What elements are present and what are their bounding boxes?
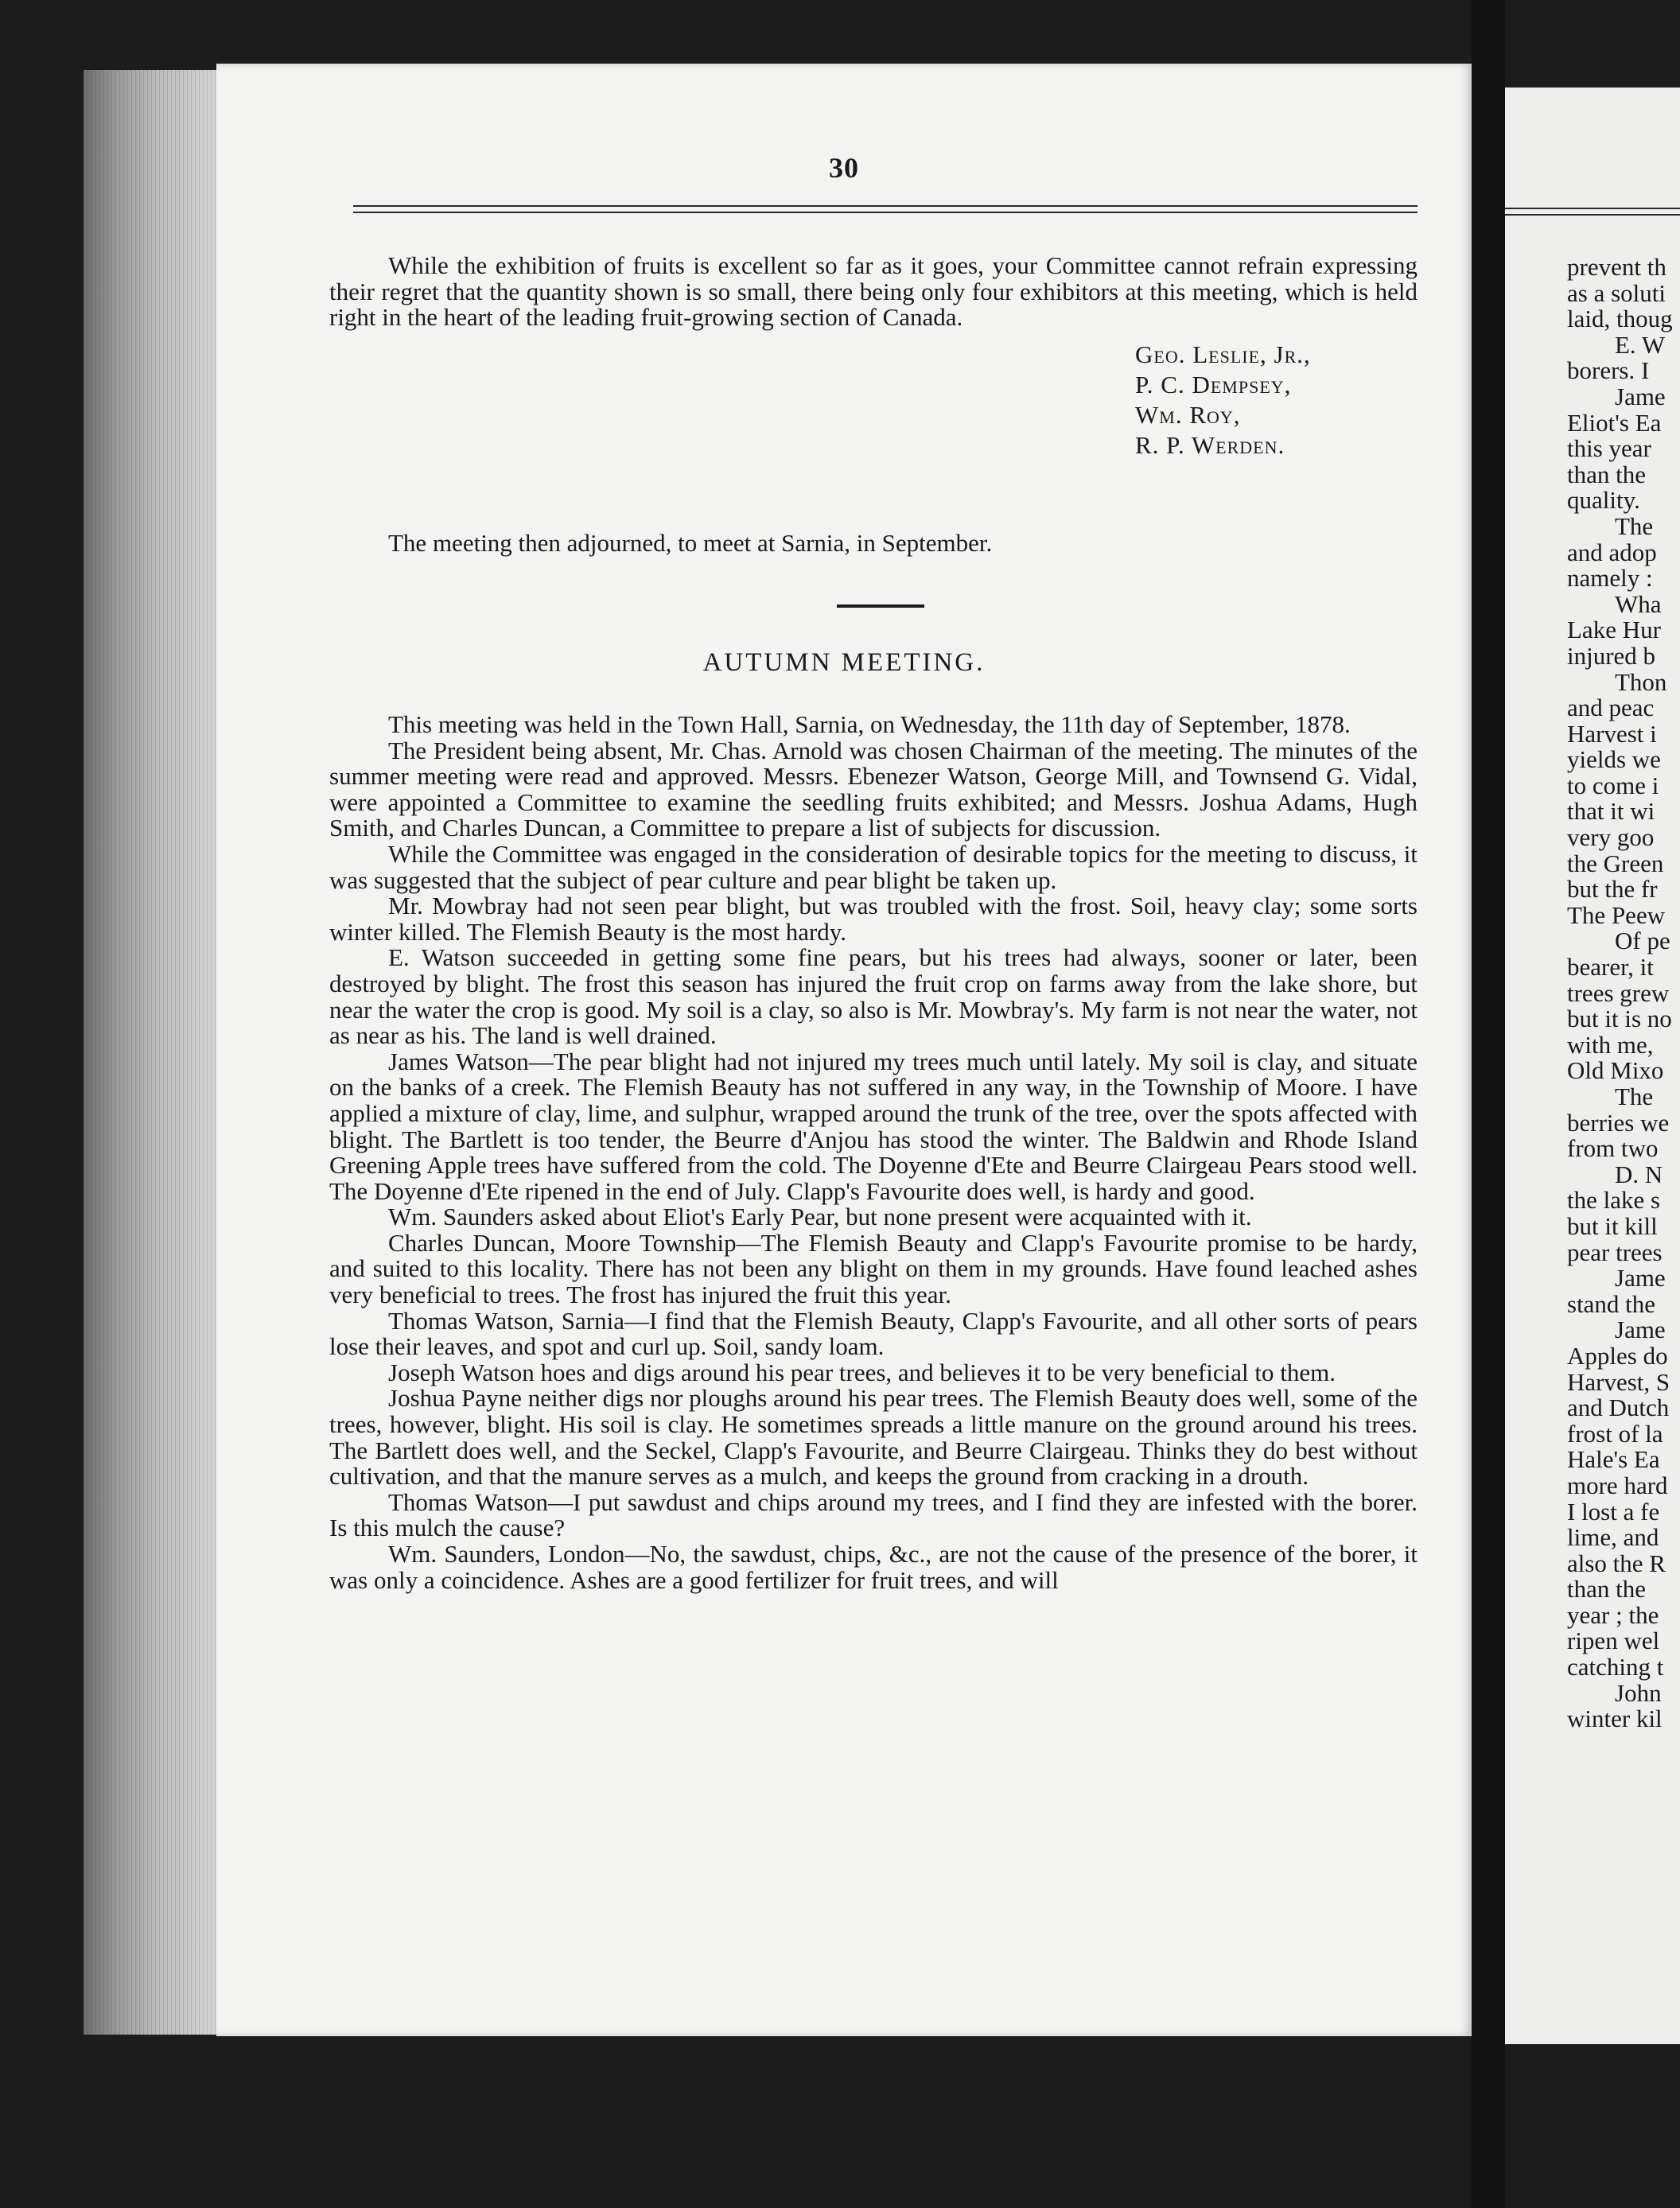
paragraph: Wm. Saunders asked about Eliot's Early Pear, but none present were acquainted with it. [388, 1203, 1252, 1231]
section-heading: AUTUMN MEETING. [702, 648, 986, 677]
facing-line: but it kill [1567, 1211, 1658, 1240]
signature-line: Geo. Leslie, Jr., [1135, 340, 1311, 368]
facing-line: prevent th [1567, 253, 1666, 281]
facing-line: and Dutch [1567, 1394, 1670, 1422]
autumn-meeting-text [329, 712, 1418, 1593]
facing-line: injured b [1567, 641, 1656, 670]
facing-line: this year [1567, 434, 1651, 463]
facing-page [1505, 87, 1680, 2044]
facing-line: Thon [1615, 667, 1667, 696]
facing-line: trees grew [1567, 978, 1670, 1007]
facing-line: Jame [1615, 1264, 1666, 1293]
facing-line: quality. [1567, 486, 1640, 515]
facing-line: bearer, it [1567, 953, 1654, 982]
paragraph: This meeting was held in the Town Hall, Sarnia, on Wednesday, the 11th day of September, 1878. [388, 710, 1351, 738]
adjournment-line: The meeting then adjourned, to meet at Sarnia, in September. [388, 529, 993, 557]
facing-line: to come i [1567, 771, 1659, 799]
facing-line: Jame [1615, 1316, 1666, 1344]
paragraph: Mr. Mowbray had not seen pear blight, but was troubled with the frost. Soil, heavy clay; some sorts winter killed. The Flemish Beauty is the most hardy. [329, 892, 1418, 946]
facing-line: pear trees [1567, 1238, 1662, 1266]
facing-line: that it wi [1567, 797, 1655, 826]
facing-line: frost of la [1567, 1419, 1663, 1448]
facing-line: John [1615, 1678, 1662, 1707]
facing-line: I lost a fe [1567, 1497, 1660, 1526]
paragraph: Thomas Watson, Sarnia—I find that the Flemish Beauty, Clapp's Favourite, and all other sorts of pears lose their leaves, and spot and curl up. Soil, sandy loam. [329, 1306, 1418, 1361]
facing-line: more hard [1567, 1471, 1668, 1499]
section-divider [837, 604, 924, 608]
facing-line: The Peew [1567, 900, 1666, 929]
facing-line: lime, and [1567, 1523, 1659, 1552]
facing-line: The [1615, 1083, 1654, 1110]
facing-line: Old Mixo [1567, 1056, 1664, 1085]
facing-line: but it is no [1567, 1005, 1672, 1033]
facing-header-rule [1505, 208, 1680, 216]
signature-line: P. C. Dempsey, [1135, 371, 1292, 398]
facing-line: laid, thoug [1567, 305, 1673, 333]
signature-block [1135, 340, 1311, 461]
header-rule [353, 205, 1418, 213]
facing-line: stand the [1567, 1289, 1656, 1318]
paragraph: While the exhibition of fruits is excellent so far as it goes, your Committee cannot refrain expressing their regret that the quantity shown is so small, there being only four exhibitors at this meeting, which is held right in the heart of the leading fruit-growing section of Canada. [329, 251, 1418, 332]
facing-line: as a soluti [1567, 278, 1666, 307]
facing-line: from two [1567, 1134, 1659, 1163]
facing-line: Hale's Ea [1567, 1445, 1660, 1474]
facing-line: also the R [1567, 1549, 1666, 1577]
facing-line: Harvest, S [1567, 1367, 1670, 1396]
facing-line: Harvest i [1567, 719, 1657, 748]
facing-line: winter kil [1567, 1705, 1662, 1733]
facing-line: Eliot's Ea [1567, 408, 1662, 437]
facing-line: E. W [1615, 330, 1666, 359]
committee-report-text [329, 253, 1418, 331]
paragraph: James Watson—The pear blight had not injured my trees much until lately. My soil is clay, and situate on the banks of a creek. The Flemish Beauty has not suffered in any way, in the Township of Moore. I have applied a mixture of clay, lime, and sulphur, wrapped around the trunk of the tree, over the spots affected with blight. The Bartlett is too tender, the Beurre d'Anjou has stood the winter. The Baldwin and Rhode Island Greening Apple trees have suffered from the cold. The Doyenne d'Ete and Beurre Clairgeau Pears stood well. The Doyenne d'Ete ripened in the end of July. Clapp's Favourite does well, is hardy and good. [329, 1047, 1418, 1205]
paragraph: Thomas Watson—I put sawdust and chips around my trees, and I find they are infested with the borer. Is this mulch the cause? [329, 1487, 1418, 1542]
paragraph: Joshua Payne neither digs nor ploughs around his pear trees. The Flemish Beauty does well, some of the trees, however, blight. His soil is clay. He sometimes spreads a little manure on the ground around his trees. The Bartlett does well, and the Seckel, Clapp's Favourite, and Beurre Clairgeau. Thinks they do best without cultivation, and that the manure serves as a mulch, and keeps the ground from cracking in a drouth. [329, 1384, 1418, 1491]
facing-line: borers. I [1567, 356, 1650, 385]
facing-line: D. N [1615, 1160, 1663, 1188]
facing-line: than the [1567, 460, 1646, 488]
paragraph: While the Committee was engaged in the consideration of desirable topics for the meeting to discuss, it was suggested that the subject of pear culture and pear blight be taken up. [329, 839, 1418, 894]
facing-line: year ; the [1567, 1600, 1659, 1629]
facing-line: catching t [1567, 1653, 1664, 1681]
facing-line: namely : [1567, 564, 1653, 593]
facing-line: Lake Hur [1567, 616, 1661, 644]
facing-line: and adop [1567, 538, 1657, 566]
page-number: 30 [829, 152, 859, 184]
facing-line: Apples do [1567, 1341, 1668, 1370]
facing-line: the lake s [1567, 1186, 1661, 1215]
facing-line: Wha [1615, 589, 1662, 618]
facing-line: The [1615, 511, 1654, 540]
book-gutter [1472, 0, 1505, 2208]
page-block-edge-lines [84, 70, 219, 2035]
paragraph: Charles Duncan, Moore Township—The Flemish Beauty and Clapp's Favourite promise to be hardy, and suited to this locality. There has not been any blight on them in my grounds. Have found leached ashes very beneficial to trees. The frost has injured the fruit this year. [329, 1228, 1418, 1309]
facing-line: with me, [1567, 1030, 1654, 1059]
facing-line: yields we [1567, 745, 1661, 774]
facing-line: ripen wel [1567, 1627, 1660, 1655]
facing-line: the Green [1567, 849, 1664, 877]
left-page [216, 64, 1472, 2036]
paragraph: E. Watson succeeded in getting some fine pears, but his trees had always, sooner or later, been destroyed by blight. The frost this season has injured the fruit crop on farms away from the lake shore, but near the water the crop is good. My soil is a clay, so also is Mr. Mowbray's. My farm is not near the water, not as near as his. The land is well drained. [329, 943, 1418, 1050]
paragraph: Joseph Watson hoes and digs around his pear trees, and believes it to be very beneficial to them. [388, 1358, 1336, 1386]
paragraph: The President being absent, Mr. Chas. Arnold was chosen Chairman of the meeting. The minutes of the summer meeting were read and approved. Messrs. Ebenezer Watson, George Mill, and Townsend G. Vidal, were appointed a Committee to examine the seedling fruits exhibited; and Messrs. Joshua Adams, Hugh Smith, and Charles Duncan, a Committee to prepare a list of subjects for discussion. [329, 736, 1418, 842]
facing-line: than the [1567, 1575, 1646, 1604]
facing-line: very goo [1567, 823, 1655, 852]
facing-page-text [1567, 255, 1680, 1732]
facing-line: and peac [1567, 694, 1655, 722]
facing-line: but the fr [1567, 875, 1658, 904]
facing-line: Of pe [1615, 927, 1670, 955]
signature-line: Wm. Roy, [1135, 401, 1241, 429]
signature-line: R. P. Werden. [1135, 431, 1285, 459]
facing-line: berries we [1567, 1108, 1670, 1137]
paragraph: Wm. Saunders, London—No, the sawdust, chips, &c., are not the cause of the presence of the borer, it was only a coincidence. Ashes are a good fertilizer for fruit trees, and will [329, 1540, 1418, 1594]
facing-line: Jame [1615, 382, 1666, 410]
